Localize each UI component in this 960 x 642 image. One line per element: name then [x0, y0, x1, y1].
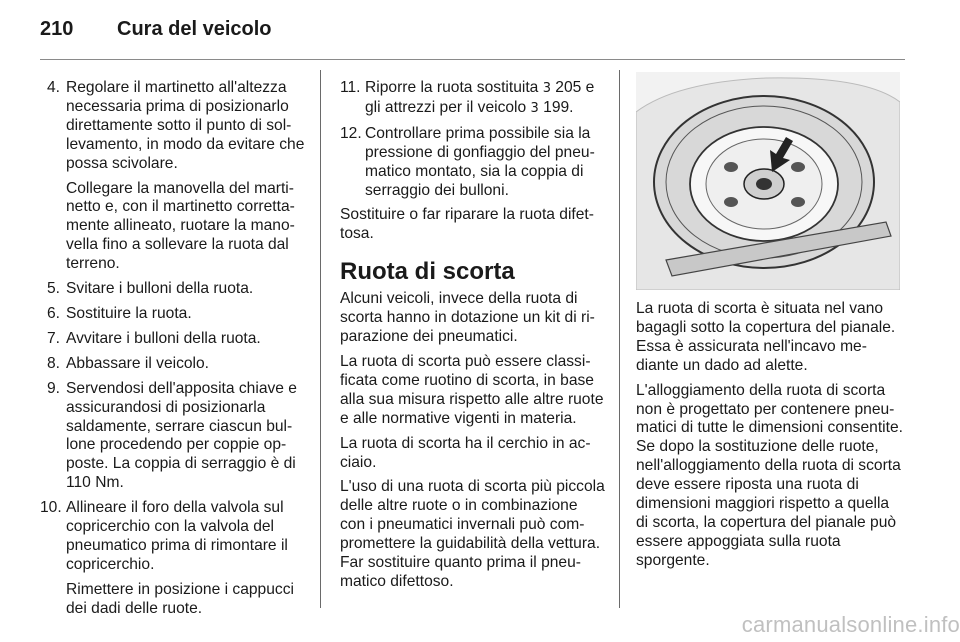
rim-hole — [724, 162, 738, 172]
step-text: Svitare i bulloni della ruota. — [66, 280, 254, 298]
page-number: 210 — [40, 18, 74, 40]
step-number: 8. — [46, 354, 60, 372]
header-divider — [40, 59, 905, 60]
column-3 — [636, 300, 904, 577]
rim-hole — [791, 197, 805, 207]
list-item — [40, 305, 308, 324]
step-number: 6. — [46, 304, 60, 322]
column-divider-left — [320, 70, 321, 608]
step-number: 5. — [46, 280, 60, 298]
procedure-steps-continued — [340, 79, 606, 200]
rim-hole — [724, 197, 738, 207]
paragraph: L'alloggiamento della ruota di scorta non è progettato per contenere pneumatici di tutte le dimensioni consentite. Se dopo la sostituzione delle ruote, nell'alloggiamento della ruota di scorta deve essere riposta una ruota di dimensioni maggiori rispetto a quella di scorta, la copertura del pianale può essere appoggiata sulla ruota sporgente. — [636, 381, 903, 569]
column-1 — [40, 79, 308, 625]
section-heading: Ruota di scorta — [340, 258, 515, 286]
step-text: Avvitare i bulloni della ruota. — [66, 329, 261, 347]
column-divider-right — [619, 70, 620, 608]
step-text: Sostituire la ruota. — [66, 304, 192, 322]
list-item — [40, 499, 308, 618]
step-number: 11. — [340, 79, 361, 96]
list-item — [40, 280, 308, 299]
paragraph: La ruota di scorta ha il cerchio in acciaio. — [340, 434, 591, 471]
paragraph: Alcuni veicoli, invece della ruota di scorta hanno in dotazione un kit di riparazione dei pneumatici. — [340, 290, 595, 346]
step-subtext: Rimettere in posizione i cappucci dei dadi delle ruote. — [66, 580, 294, 617]
section-title: Cura del veicolo — [117, 18, 272, 40]
step-text: Abbassare il veicolo. — [66, 354, 210, 372]
step-subtext: Collegare la manovella del martinetto e, con il martinetto correttamente allineato, ruotare la manovella fino a sollevare la ruota dal terreno. — [66, 179, 295, 273]
watermark: carmanualsonline.info — [741, 612, 960, 637]
list-item — [340, 125, 606, 201]
rim-hole — [791, 162, 805, 172]
step-number: 7. — [46, 329, 60, 347]
list-item — [40, 355, 308, 374]
wing-nut-icon — [756, 178, 772, 190]
list-item — [40, 79, 308, 274]
list-item — [340, 79, 606, 119]
procedure-steps — [40, 79, 308, 619]
step-text: Regolare il martinetto all'altezza necessaria prima di posizionarlo direttamente sotto il punto di sollevamento, in modo da evitare che possa scivolare. — [66, 79, 305, 172]
paragraph: L'uso di una ruota di scorta più piccola delle altre ruote o in combinazione con i pneumatici invernali può compromettere la guidabilità della vettura. Far sostituire quanto prima il pneumatico difettoso. — [340, 478, 605, 590]
paragraph: Sostituire o far riparare la ruota difettosa. — [340, 206, 594, 243]
step-number: 10. — [40, 499, 62, 517]
list-item — [40, 380, 308, 493]
step-number: 4. — [46, 79, 60, 96]
paragraph: La ruota di scorta è situata nel vano bagagli sotto la copertura del pianale. Essa è assicurata nell'incavo mediante un dado ad alette. — [636, 300, 896, 374]
step-text: 205 e gli attrezzi per il veicolo — [365, 79, 595, 116]
page-reference-icon[interactable]: 3 — [530, 100, 539, 116]
spare-wheel-illustration — [636, 72, 900, 290]
step-number: 12. — [340, 124, 362, 142]
step-text: Servendosi dell'apposita chiave e assicurandosi di posizionarla saldamente, serrare ciascun bullone procedendo per coppie opposte. La coppia di serraggio è di 110 Nm. — [66, 379, 297, 492]
step-text: Riporre la ruota sostituita — [365, 79, 543, 96]
spare-wheel-drawing — [636, 72, 900, 290]
list-item — [40, 330, 308, 349]
column-2 — [340, 79, 606, 598]
page-reference-icon[interactable]: 3 — [542, 81, 551, 96]
step-text: Controllare prima possibile sia la pressione di gonfiaggio del pneumatico montato, sia la coppia di serraggio dei bulloni. — [365, 124, 595, 199]
page-header — [0, 0, 960, 60]
step-text: Allineare il foro della valvola sul copricerchio con la valvola del pneumatico prima di rimontare il copricerchio. — [66, 499, 288, 573]
paragraph: La ruota di scorta può essere classificata come ruotino di scorta, in base alla sua misura rispetto alle altre ruote e alle normative vigenti in materia. — [340, 352, 604, 427]
step-text: 199. — [538, 98, 574, 116]
step-number: 9. — [46, 379, 60, 397]
